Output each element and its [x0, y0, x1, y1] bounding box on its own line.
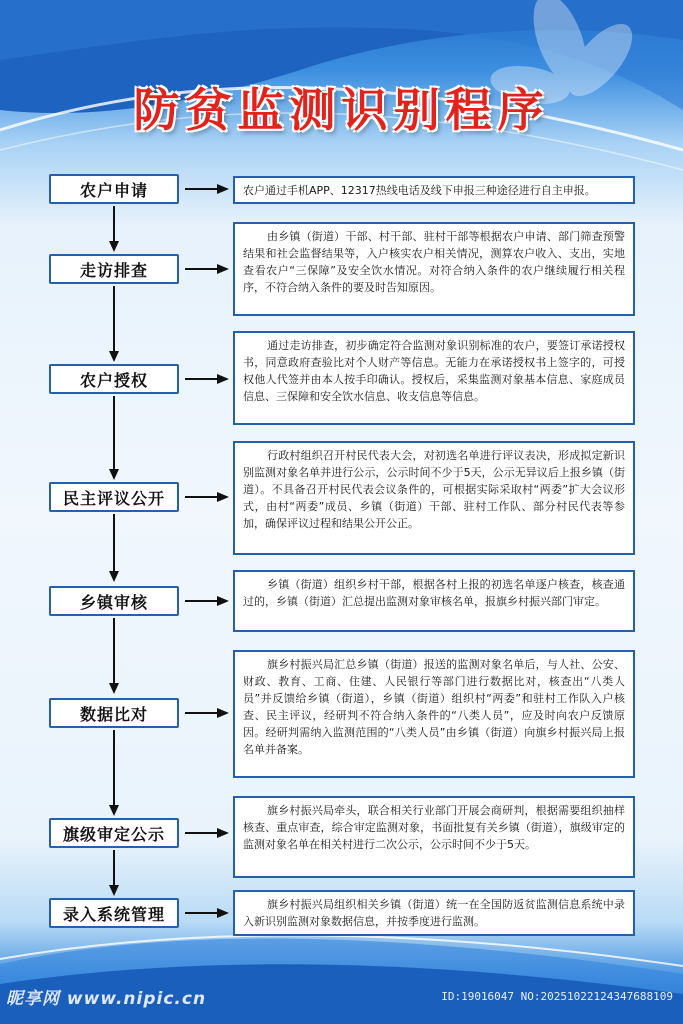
arrow-right-line [185, 268, 219, 270]
page-title: 防贫监测识别程序 [133, 83, 550, 137]
step-desc-compare: 旗乡村振兴局汇总乡镇（街道）报送的监测对象名单后，与人社、公安、财政、教育、工商、住建、人民银行等部门进行数据比对，核查出“八类人员”并反馈给乡镇（街道），乡镇（街道）组织村“两委”和驻村工作队入户核查、民主评议，经研判不符合纳入条件的“八类人员”，应及时向农户反馈原因。经研判需纳入监测范围的“八类人员”由乡镇（街道）向旗乡村振兴局上报名单并备案。 [233, 650, 635, 778]
step-box-system: 录入系统管理 [49, 898, 179, 928]
step-desc-visit: 由乡镇（街道）干部、村干部、驻村干部等根据农户申请、部门筛查预警结果和社会监督结果等，入户核实农户相关情况，测算农户收入、支出，实地查看农户“三保障”及安全饮水情况。对符合纳入条件的农户继续履行相关程序，不符合纳入条件的要及时告知原因。 [233, 222, 635, 316]
arrow-right-icon [217, 828, 229, 838]
arrow-down-line [113, 286, 115, 352]
step-desc-review: 行政村组织召开村民代表大会，对初选名单进行评议表决，形成拟定新识别监测对象名单并进行公示，公示时间不少于5天，公示无异议后上报乡镇（街道）。不具备召开村民代表会议条件的，可根据实际采取村“两委”扩大会议形式，由村“两委”成员、乡镇（街道）干部、驻村工作队、部分村民代表等参加，确保评议过程和结果公开公正。 [233, 441, 635, 555]
step-desc-system: 旗乡村振兴局组织相关乡镇（街道）统一在全国防返贫监测信息系统中录入新识别监测对象数据信息，并按季度进行监测。 [233, 890, 635, 936]
arrow-down-icon [109, 351, 119, 362]
arrow-right-line [185, 912, 219, 914]
arrow-right-icon [217, 908, 229, 918]
step-box-review: 民主评议公开 [49, 482, 179, 512]
step-box-authorize: 农户授权 [49, 364, 179, 394]
arrow-down-icon [109, 805, 119, 816]
arrow-right-line [185, 378, 219, 380]
arrow-right-line [185, 712, 219, 714]
step-box-banner-approve: 旗级审定公示 [49, 818, 179, 848]
arrow-right-icon [217, 492, 229, 502]
arrow-right-line [185, 832, 219, 834]
arrow-right-icon [217, 708, 229, 718]
arrow-down-line [113, 514, 115, 572]
watermark-logo: 昵享网 www.nipic.cn [6, 989, 207, 1009]
arrow-right-line [185, 600, 219, 602]
arrow-down-icon [109, 241, 119, 252]
arrow-down-line [113, 850, 115, 886]
arrow-down-line [113, 730, 115, 806]
step-box-apply: 农户申请 [49, 174, 179, 204]
arrow-down-icon [109, 469, 119, 480]
step-box-compare: 数据比对 [49, 698, 179, 728]
arrow-right-icon [217, 374, 229, 384]
step-desc-apply: 农户通过手机APP、12317热线电话及线下申报三种途径进行自主申报。 [233, 176, 635, 204]
arrow-down-line [113, 618, 115, 684]
arrow-down-line [113, 206, 115, 242]
arrow-right-line [185, 188, 219, 190]
step-desc-township: 乡镇（街道）组织乡村干部，根据各村上报的初选名单逐户核查，核查通过的，乡镇（街道）汇总提出监测对象审核名单，报旗乡村振兴部门审定。 [233, 570, 635, 632]
arrow-down-icon [109, 683, 119, 694]
arrow-down-line [113, 396, 115, 470]
step-box-visit: 走访排查 [49, 254, 179, 284]
step-box-township: 乡镇审核 [49, 586, 179, 616]
step-desc-authorize: 通过走访排查，初步确定符合监测对象识别标准的农户，要签订承诺授权书，同意政府查验比对个人财产等信息。无能力在承诺授权书上签字的，可授权他人代签并由本人按手印确认。授权后，采集监测对象基本信息、家庭成员信息、三保障和安全饮水信息、收支信息等信息。 [233, 331, 635, 425]
arrow-right-icon [217, 184, 229, 194]
arrow-right-line [185, 496, 219, 498]
step-desc-banner-approve: 旗乡村振兴局牵头，联合相关行业部门开展会商研判，根据需要组织抽样核查、重点审查，综合审定监测对象，书面批复有关乡镇（街道），旗级审定的监测对象名单在相关村进行二次公示，公示时间不少于5天。 [233, 796, 635, 878]
watermark-id: ID:19016047 NO:20251022124347688109 [441, 990, 673, 1003]
arrow-down-icon [109, 571, 119, 582]
arrow-right-icon [217, 264, 229, 274]
arrow-right-icon [217, 596, 229, 606]
arrow-down-icon [109, 885, 119, 896]
